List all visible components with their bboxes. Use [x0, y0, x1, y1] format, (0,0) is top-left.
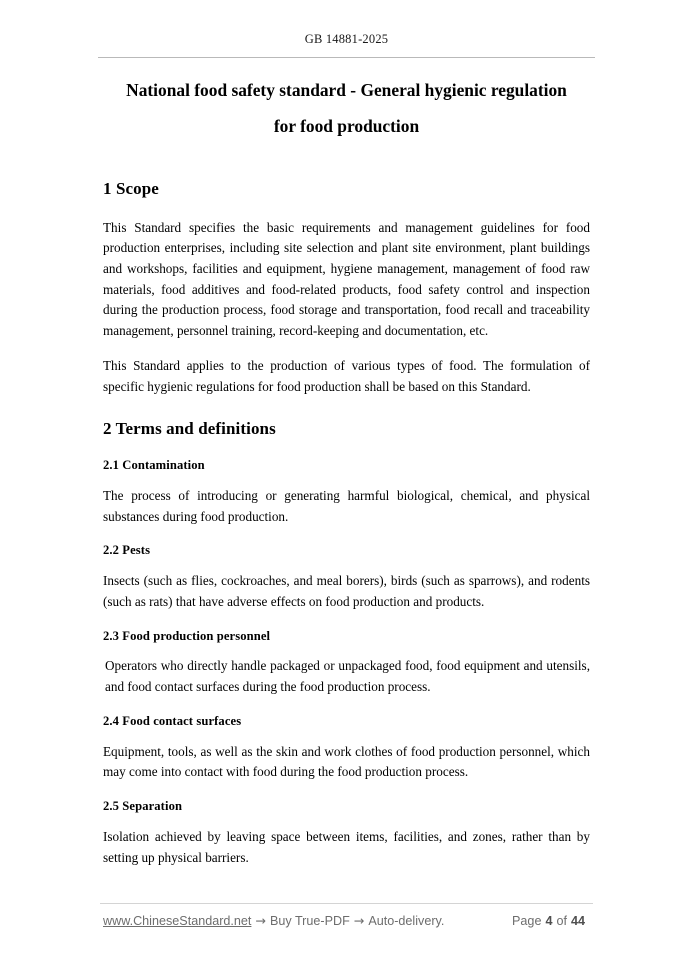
page-footer	[103, 913, 590, 928]
scope-paragraph-1: This Standard specifies the basic requirements and management guidelines for food production enterprises, including site selection and plant site environment, plant buildings and workshops, facilities and equipment, hygiene management, management of food raw materials, food additives and food-related products, food safety control and inspection during the production process, food storage and transportation, food recall and traceability management, personnel training, record-keeping and documentation, etc.	[103, 219, 590, 339]
footer-promo-auto-delivery: Auto-delivery.	[368, 914, 445, 928]
document-content	[103, 76, 590, 868]
sub-heading-food-contact-surfaces: 2.4 Food contact surfaces	[103, 713, 242, 728]
sub-heading-pests: 2.2 Pests	[103, 543, 151, 558]
pests-body: Insects (such as flies, cockroaches, and meal borers), birds (such as sparrows), and rodents (such as rats) that have adverse effects on food production and products.	[103, 573, 590, 609]
header-divider	[98, 57, 595, 58]
food-contact-surfaces-body: Equipment, tools, as well as the skin and work clothes of food production personnel, which may come into contact with food during the food production process.	[103, 743, 590, 780]
page-label: Page	[512, 914, 542, 928]
arrow-right-icon-2: →	[353, 913, 365, 928]
contamination-body: The process of introducing or generating harmful biological, chemical, and physical substances during food production.	[103, 487, 590, 524]
arrow-right-icon: →	[255, 913, 266, 928]
of-label: of	[556, 914, 567, 928]
footer-website-link[interactable]: www.ChineseStandard.net	[103, 914, 252, 928]
document-title-line-1: National food safety standard - General hygienic regulation	[126, 80, 567, 100]
document-title	[103, 82, 590, 136]
scope-paragraph-2: This Standard applies to the production of various types of food. The formulation of specific hygienic regulations for food production shall be based on this Standard.	[103, 357, 590, 394]
sub-heading-separation: 2.5 Separation	[103, 799, 183, 814]
page-indicator	[511, 914, 590, 928]
section-heading-terms-and-definitions: 2 Terms and definitions	[103, 419, 276, 439]
sub-heading-food-production-personnel: 2.3 Food production personnel	[103, 628, 271, 643]
food-production-personnel-body: Operators who directly handle packaged or unpackaged food, food equipment and utensils, and food contact surfaces during the food production process.	[105, 658, 590, 695]
total-page-count: 44	[570, 914, 585, 928]
sub-heading-contamination: 2.1 Contamination	[103, 457, 205, 472]
separation-body: Isolation achieved by leaving space between items, facilities, and zones, rather than by setting up physical barriers.	[103, 828, 590, 865]
footer-promo	[103, 913, 444, 928]
footer-divider	[100, 903, 593, 904]
footer-promo-buy-true-pdf: Buy True-PDF	[269, 914, 350, 928]
section-heading-scope: 1 Scope	[103, 178, 159, 198]
running-header-standard-code: GB 14881-2025	[304, 32, 389, 46]
document-title-line-2: for food production	[273, 116, 420, 137]
current-page-number: 4	[545, 914, 553, 928]
